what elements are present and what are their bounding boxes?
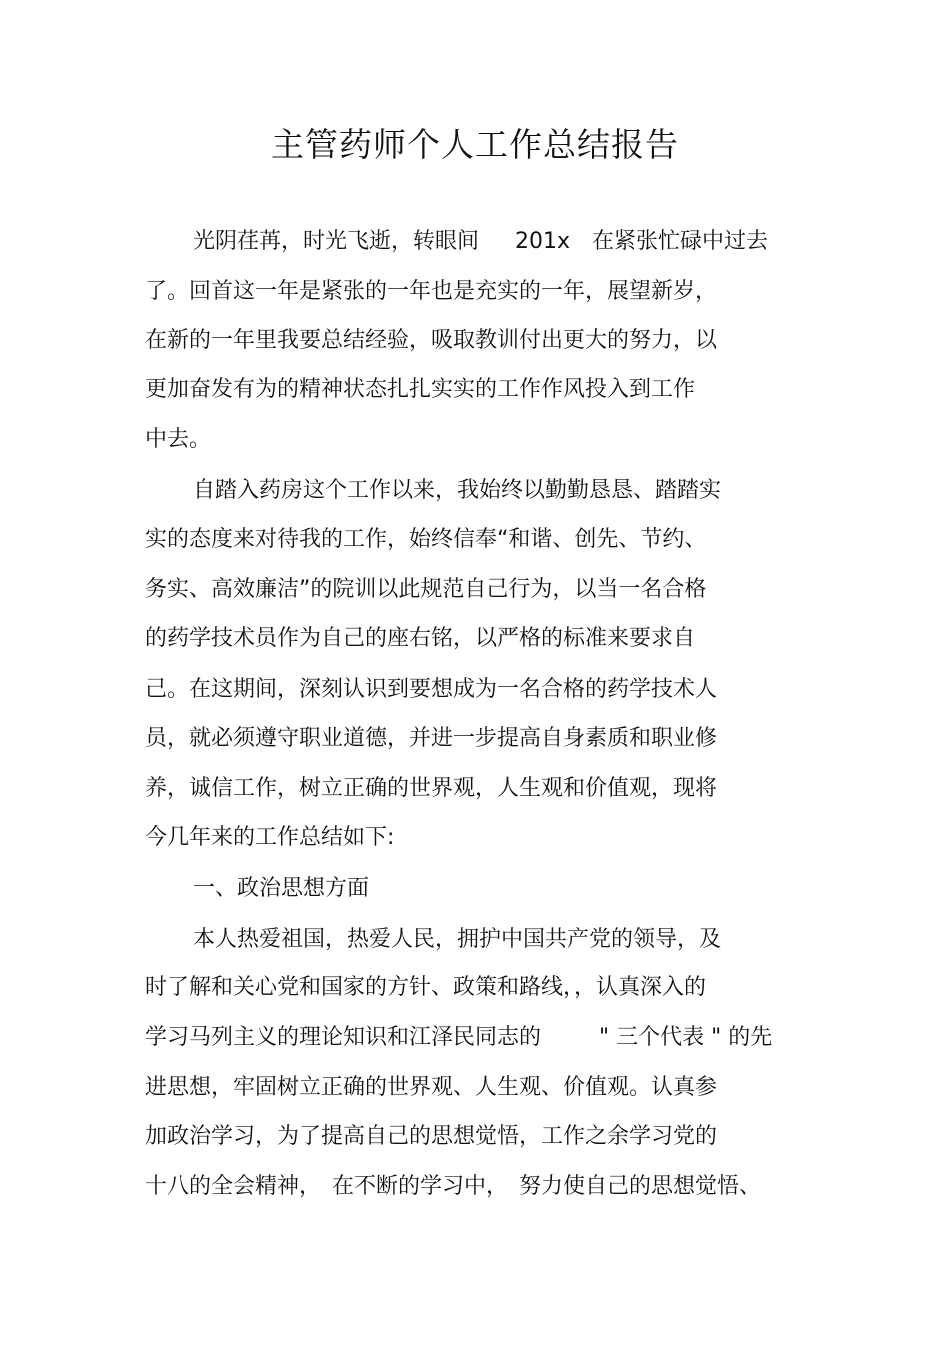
text-line: 更加奋发有为的精神状态扎扎实实的工作作风投入到工作 <box>145 377 696 402</box>
text-line: 自踏入药房这个工作以来，我始终以勤勤恳恳、踏踏实 <box>193 478 722 503</box>
text-line: 己。在这期间，深刻认识到要想成为一名合格的药学技术人 <box>145 677 718 702</box>
text-line: 养，诚信工作，树立正确的世界观，人生观和价值观，现将 <box>145 776 718 801</box>
text-line: 今几年来的工作总结如下: <box>145 825 395 850</box>
text-line: 了。回首这一年是紧张的一年也是充实的一年，展望新岁， <box>145 279 718 304</box>
section-heading: 一、政治思想方面 <box>193 876 370 901</box>
text-line: 十八的全会精神， 在不断的学习中， 努力使自己的思想觉悟、 <box>145 1174 762 1199</box>
text-line: 光阴荏苒，时光飞逝，转眼间 201x 在紧张忙碌中过去 <box>193 229 768 254</box>
document-title: 主管药师个人工作总结报告 <box>271 125 679 164</box>
text-line: 学习马列主义的理论知识和江泽民同志的 " 三个代表 " 的先 <box>145 1025 773 1050</box>
text-line: 务实、高效廉洁”的院训以此规范自己行为，以当一名合格 <box>145 577 707 602</box>
text-line: 进思想，牢固树立正确的世界观、人生观、价值观。认真参 <box>145 1075 718 1100</box>
text-line: 加政治学习，为了提高自己的思想觉悟，工作之余学习党的 <box>145 1124 718 1149</box>
text-line: 实的态度来对待我的工作，始终信奉“和谐、创先、节约、 <box>145 527 707 552</box>
text-line: 本人热爱祖国，热爱人民，拥护中国共产党的领导，及 <box>193 927 722 952</box>
text-line: 时了解和关心党和国家的方针、政策和路线，，认真深入的 <box>145 975 707 1000</box>
text-line: 在新的一年里我要总结经验，吸取教训付出更大的努力，以 <box>145 328 718 353</box>
text-line: 员，就必须遵守职业道德，并进一步提高自身素质和职业修 <box>145 726 718 751</box>
text-line: 的药学技术员作为自己的座右铭，以严格的标准来要求自 <box>145 626 696 651</box>
text-line: 中去。 <box>145 427 212 452</box>
